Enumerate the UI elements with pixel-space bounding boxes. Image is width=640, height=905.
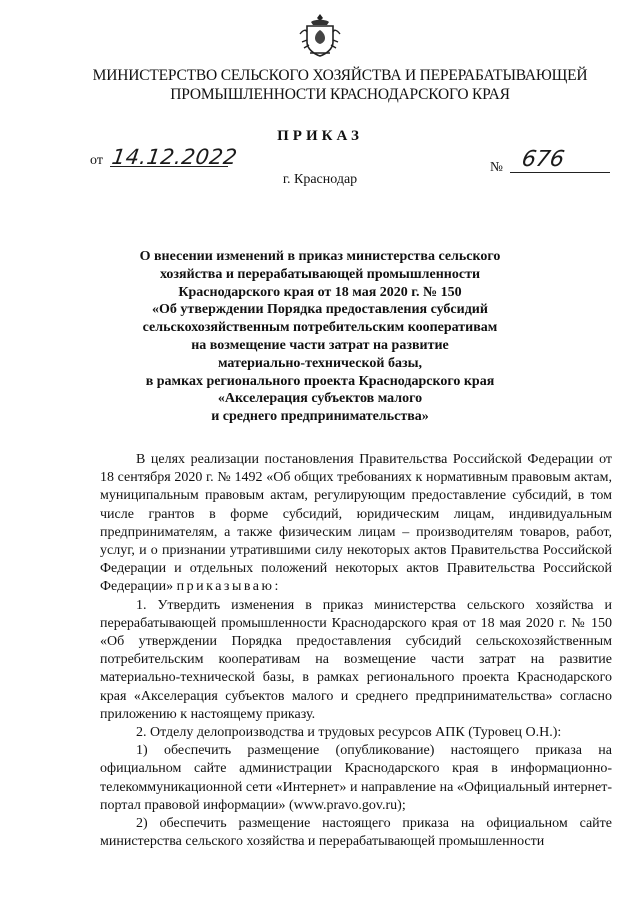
title-line: «Об утверждении Порядка предоставления субсидий bbox=[152, 302, 488, 318]
city: г. Краснодар bbox=[282, 172, 358, 187]
ministry-line-2: ПРОМЫШЛЕННОСТИ КРАСНОДАРСКОГО КРАЯ bbox=[170, 86, 510, 103]
number-prefix: № bbox=[490, 159, 503, 174]
preamble-paragraph bbox=[100, 451, 612, 597]
preamble-text: В целях реализации постановления Правительства Российской Федерации от 18 сентября 2020 г. № 1492 «Об общих требованиях к нормативным правовым актам, муниципальным правовым актам, регулирующим предоставление субсидий, в том числе грантов в форме субсидий, юридическим лицам, индивидуальным предпринимателям, а также физическим лицам – производителям товаров, работ, услуг, и о признании утратившими силу некоторых актов Правительства Российской Федерации и отдельных положений некоторых актов Правительства Российской Федерации» bbox=[100, 452, 612, 595]
prikazyvayu: приказываю: bbox=[176, 579, 281, 595]
title-line: сельскохозяйственным потребительским кооперативам bbox=[142, 320, 498, 336]
title-line: «Акселерация субъектов малого bbox=[217, 391, 423, 407]
item-2: 2. Отделу делопроизводства и трудовых ресурсов АПК (Туровец О.Н.): bbox=[136, 725, 562, 741]
title-line: на возмещение части затрат на развитие bbox=[191, 337, 449, 353]
item-2-1: 1) обеспечить размещение (опубликование) настоящего приказа на официальном сайте администрации Краснодарского края в информационно-телекоммуникационной сети «Интернет» и направление на «Официальный интернет-портал правовой информации» (www.pravo.gov.ru); bbox=[100, 743, 612, 813]
date-prefix: от bbox=[90, 153, 103, 168]
document-type: ПРИКАЗ bbox=[277, 128, 363, 144]
coat-of-arms-icon bbox=[298, 12, 342, 58]
title-line: хозяйства и перерабатывающей промышленности bbox=[159, 266, 481, 282]
item-1: 1. Утвердить изменения в приказ министерства сельского хозяйства и перерабатывающей промышленности Краснодарского края от 18 мая 2020 г. № 150 «Об утверждении Порядка предоставления субсидий сельскохозяйственным потребительским кооперативам на возмещение части затрат на развитие материально-технической базы, в рамках регионального проекта Краснодарского края «Акселерация субъектов малого и среднего предпринимательства» согласно приложению к настоящему приказу. bbox=[100, 597, 612, 722]
order-number: 676 bbox=[519, 147, 567, 172]
order-title bbox=[90, 248, 550, 426]
item-2-2: 2) обеспечить размещение настоящего приказа на официальном сайте министерства сельского хозяйства и перерабатывающей промышленности bbox=[100, 816, 612, 850]
title-line: материально-технической базы, bbox=[217, 355, 423, 371]
title-line: Краснодарского края от 18 мая 2020 г. № 150 bbox=[178, 284, 462, 300]
ministry-name bbox=[60, 66, 620, 104]
title-line: в рамках регионального проекта Краснодарского края bbox=[145, 373, 495, 389]
title-line: и среднего предпринимательства» bbox=[211, 409, 429, 425]
ministry-line-1: МИНИСТЕРСТВО СЕЛЬСКОГО ХОЗЯЙСТВА И ПЕРЕРАБАТЫВАЮЩЕЙ bbox=[92, 67, 588, 84]
order-date: 14.12.2022 bbox=[110, 145, 239, 169]
order-body bbox=[100, 451, 612, 851]
title-line: О внесении изменений в приказ министерства сельского bbox=[139, 249, 501, 264]
date-underline bbox=[110, 166, 228, 167]
